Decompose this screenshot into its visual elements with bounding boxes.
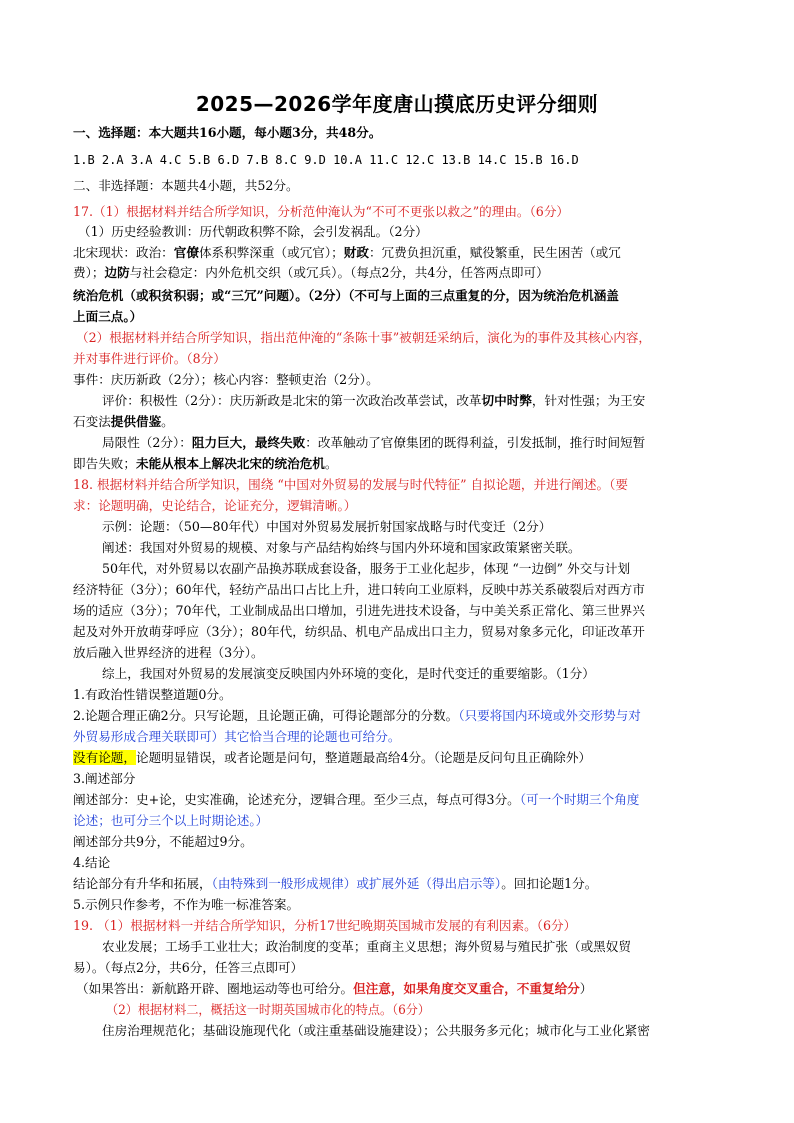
q18-example-paragraph-line1: 50年代，对外贸易以农副产品换苏联成套设备，服务于工业化起步，体现 “一边倒” 外交与计划 [102, 561, 631, 576]
q18-example-elaboration: 阐述：我国对外贸易的规模、对象与产品结构始终与国内外环境和国家政策紧密关联。 [102, 540, 581, 555]
rubric-item-3-heading: 3.阐述部分 [73, 771, 136, 786]
q17-answer-evaluation-line1: 评价：积极性（2分）：庆历新政是北宋的第一次政治改革尝试，改革切中时弊，针对性强；为王安 [102, 393, 646, 408]
q17-answer-status-line1: 北宋现状：政治：官僚体系积弊深重（或冗官）；财政：冗费负担沉重，赋役繁重，民生困苦（或冗 [73, 245, 621, 260]
keyword-root-crisis: 未能从根本上解决北宋的统治危机 [135, 456, 325, 471]
rubric-item-4-heading: 4.结论 [73, 855, 111, 870]
q17-answer-crisis-line2: 上面三点。） [73, 309, 143, 324]
q18-example-paragraph-line5: 放后融入世界经济的进程（3分）。 [73, 645, 264, 660]
q18-example-conclusion: 综上，我国对外贸易的发展演变反映国内外环境的变化，是时代变迁的重要缩影。（1分） [102, 666, 595, 681]
q18-prompt-line2: 求：论题明确，史论结合，论证充分，逻辑清晰。） [73, 498, 357, 513]
q18-prompt-line1: 18. 根据材料并结合所学知识，围绕 “中国对外贸易的发展与时代特征” 自拟论题，并进行阐述。（要 [73, 477, 628, 492]
q17-answer-lesson: （1）历史经验教训：历代朝政积弊不除，会引发祸乱。（2分） [78, 224, 428, 239]
q18-example-paragraph-line3: 场的适应（3分）；70年代，工业制成品出口增加，引进先进技术设备，与中美关系正常化、第三世界兴 [73, 603, 645, 618]
rubric-item-3-line1: 阐述部分：史+论，史实准确，论述充分，逻辑合理。至少三点，每点可得3分。（可一个时期三个角度 [73, 792, 640, 807]
rubric-item-2-line3: 没有论题，论题明显错误，或者论题是问句，整道题最高给4分。（论题是反问句且正确除外） [73, 750, 592, 765]
rubric-note-blue: （由特殊到一般形成规律）或扩展外延（得出启示等） [211, 876, 502, 891]
q17-answer-crisis-line1: 统治危机（或积贫积弱；或“三冗”问题）。（2分）（不可与上面的三点重复的分，因为统治危机涵盖 [73, 288, 619, 303]
q19-part1-prompt: 19. （1）根据材料一并结合所学知识，分析17世纪晚期英国城市发展的有利因素。（6分） [73, 918, 577, 933]
keyword-border-defense: 边防 [104, 265, 130, 280]
keyword-finance: 财政 [343, 245, 369, 260]
q19-answer-line1: 农业发展；工场手工业壮大；政治制度的变革；重商主义思想；海外贸易与殖民扩张（或黑奴贸 [102, 939, 631, 954]
q17-answer-limitation-line2: 即告失败；未能从根本上解决北宋的统治危机。 [73, 456, 338, 471]
rubric-item-2-line2: 外贸易形成合理关联即可）其它恰当合理的论题也可给分。 [73, 729, 401, 744]
rubric-item-3-line3: 阐述部分共9分，不能超过9分。 [73, 834, 253, 849]
q17-part2-prompt-line2: 并对事件进行评价。（8分） [73, 351, 226, 366]
q19-answer-line2: 易）。（每点2分，共6分，任答三点即可） [73, 960, 304, 975]
q17-answer-evaluation-line2: 石变法提供借鉴。 [73, 414, 174, 429]
rubric-item-2-line1: 2.论题合理正确2分。只写论题，且论题正确，可得论题部分的分数。（只要将国内环境或外交形势与对 [73, 708, 641, 723]
q17-part2-prompt-line1: （2）根据材料并结合所学知识，指出范仲淹的“条陈十事”被朝廷采纳后，演化为的事件及其核心内容， [76, 330, 652, 345]
q19-answer-note: （如果答出：新航路开辟、圈地运动等也可给分。但注意，如果角度交叉重合，不重复给分） [76, 981, 593, 996]
q17-part1-prompt: 17.（1）根据材料并结合所学知识，分析范仲淹认为“不可不更张以救之”的理由。（6分） [73, 204, 570, 219]
q17-answer-status-line2: 费）；边防与社会稳定：内外危机交织（或冗兵）。（每点2分，共4分，任答两点即可） [73, 265, 549, 280]
highlighted-no-thesis: 没有论题， [73, 750, 136, 765]
rubric-item-5: 5.示例只作参考，不作为唯一标准答案。 [73, 897, 300, 912]
q19-warning-red: 但注意，如果角度交叉重合，不重复给分 [353, 981, 580, 996]
rubric-item-3-line2: 论述；也可分三个以上时期论述。） [73, 813, 269, 828]
page-title: 2025—2026学年度唐山摸底历史评分细则 [195, 92, 599, 116]
section-two-heading: 二、非选择题：本题共4小题，共52分。 [73, 178, 299, 193]
keyword-reference: 提供借鉴 [110, 414, 162, 429]
q18-example-thesis: 示例：论题：（50—80年代）中国对外贸易发展折射国家战略与时代变迁（2分） [102, 519, 552, 534]
rubric-note-blue: （可一个时期三个角度 [519, 792, 640, 807]
rubric-item-4-line1: 结论部分有升华和拓展，（由特殊到一般形成规律）或扩展外延（得出启示等）。回扣论题1分。 [73, 876, 598, 891]
q18-example-paragraph-line2: 经济特征（3分）；60年代，轻纺产品出口占比上升，进口转向工业原料，反映中苏关系破裂后对西方市 [73, 582, 645, 597]
q18-example-paragraph-line4: 起及对外开放萌芽呼应（3分）；80年代，纺织品、机电产品成出口主力，贸易对象多元化，印证改革开 [73, 624, 645, 639]
multiple-choice-answers: 1.B 2.A 3.A 4.C 5.B 6.D 7.B 8.C 9.D 10.A 11.C 12.C 13.B 14.C 15.B 16.D [73, 153, 579, 167]
keyword-bureaucracy: 官僚 [173, 245, 199, 260]
q17-answer-limitation-line1: 局限性（2分）：阻力巨大，最终失败：改革触动了官僚集团的既得利益，引发抵制，推行时间短暂 [102, 435, 646, 450]
rubric-item-1: 1.有政治性错误整道题0分。 [73, 687, 232, 702]
rubric-note-blue: （只要将国内环境或外交形势与对 [458, 708, 641, 723]
section-one-heading: 一、选择题：本大题共16小题，每小题3分，共48分。 [73, 125, 382, 140]
keyword-failure: 阻力巨大，最终失败 [191, 435, 306, 450]
q19-part2-answer-line1: 住房治理规范化；基础设施现代化（或注重基础设施建设）；公共服务多元化；城市化与工业化紧密 [102, 1023, 650, 1038]
q17-answer-event: 事件：庆历新政（2分）；核心内容：整顿吏治（2分）。 [73, 372, 379, 387]
keyword-timely: 切中时弊 [481, 393, 532, 408]
q19-part2-prompt: （2）根据材料二，概括这一时期英国城市化的特点。（6分） [106, 1002, 431, 1017]
